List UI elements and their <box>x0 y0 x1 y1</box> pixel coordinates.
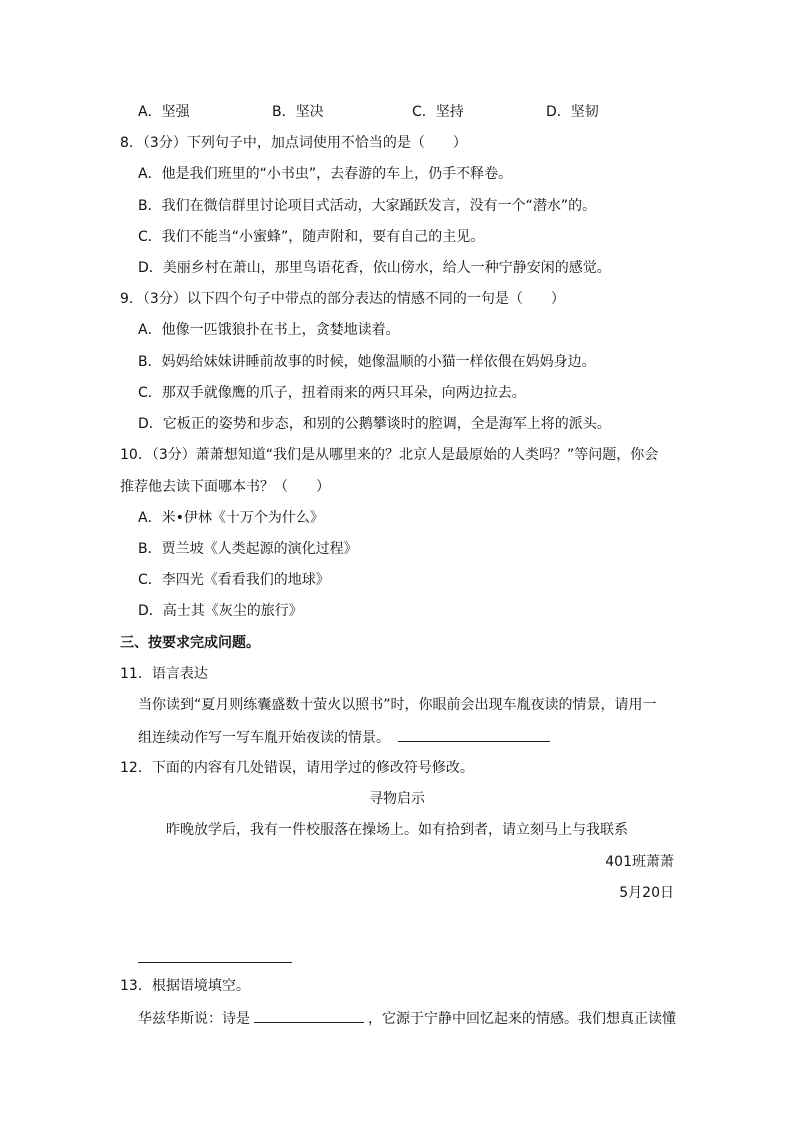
q11-line1: 当你读到“夏月则练囊盛数十萤火以照书”时，你眼前会出现车胤夜读的情景，请用一 <box>138 697 657 713</box>
q11-answer-blank[interactable] <box>398 727 550 742</box>
q7-option-b: B．坚决 <box>272 104 324 120</box>
q7-option-d: D．坚韧 <box>546 104 599 120</box>
notice-signature: 401班萧萧 <box>605 854 674 870</box>
q10-option-a: A．米•伊林《十万个为什么》 <box>138 510 324 526</box>
q10-option-c: C．李四光《看看我们的地球》 <box>138 572 330 588</box>
q10-option-b: B．贾兰坡《人类起源的演化过程》 <box>138 541 358 557</box>
q10-option-d: D．高士其《灰尘的旅行》 <box>138 603 303 619</box>
q12-title: 12．下面的内容有几处错误，请用学过的修改符号修改。 <box>120 760 474 776</box>
section-3-heading: 三、按要求完成问题。 <box>120 635 260 651</box>
q11-title: 11．语言表达 <box>120 666 208 682</box>
q9-option-a: A．他像一匹饿狼扑在书上，贪婪地读着。 <box>138 322 400 338</box>
q8-option-b: B．我们在微信群里讨论项目式活动，大家踊跃发言，没有一个“潜水”的。 <box>138 198 597 214</box>
notice-date: 5月20日 <box>619 885 674 901</box>
q13-title: 13．根据语境填空。 <box>120 978 250 994</box>
q8-option-a: A．他是我们班里的“小书虫”，去春游的车上，仍手不释卷。 <box>138 166 513 182</box>
q8-option-d: D．美丽乡村在萧山，那里鸟语花香，依山傍水，给人一种宁静安闲的感觉。 <box>138 260 611 276</box>
q9-option-b: B．妈妈给妹妹讲睡前故事的时候，她像温顺的小猫一样依偎在妈妈身边。 <box>138 354 596 370</box>
q9-option-d: D．它板正的姿势和步态，和别的公鹅攀谈时的腔调，全是海军上将的派头。 <box>138 416 611 432</box>
q8-option-c: C．我们不能当“小蜜蜂”，随声附和，要有自己的主见。 <box>138 229 485 245</box>
q13-answer-blank[interactable] <box>254 1008 364 1023</box>
q11-line2 <box>138 727 550 748</box>
q11-line2-text: 组连续动作写一写车胤开始夜读的情景。 <box>138 730 390 746</box>
q13-text-after: ，它源于宁静中回忆起来的情感。我们想真正读懂 <box>368 1011 676 1027</box>
q7-option-c: C．坚持 <box>412 104 464 120</box>
q9-stem: 9．（3分）以下四个句子中带点的部分表达的情感不同的一句是（ ） <box>120 291 565 307</box>
q7-option-a: A．坚强 <box>138 104 190 120</box>
q9-option-c: C．那双手就像鹰的爪子，扭着雨来的两只耳朵，向两边拉去。 <box>138 385 526 401</box>
notice-title: 寻物启示 <box>369 791 425 807</box>
q10-stem-line1: 10．（3分）萧萧想知道“我们是从哪里来的？北京人是最原始的人类吗？”等问题，你会 <box>120 447 659 463</box>
q13-text <box>138 1008 676 1029</box>
notice-body: 昨晚放学后，我有一件校服落在操场上。如有拾到者，请立刻马上与我联系 <box>166 822 628 838</box>
q13-text-before: 华兹华斯说：诗是 <box>138 1011 250 1027</box>
q12-answer-line[interactable] <box>138 962 292 963</box>
q10-stem-line2: 推荐他去读下面哪本书？（ ） <box>120 479 330 495</box>
q8-stem: 8．（3分）下列句子中，加点词使用不恰当的是（ ） <box>120 135 467 151</box>
